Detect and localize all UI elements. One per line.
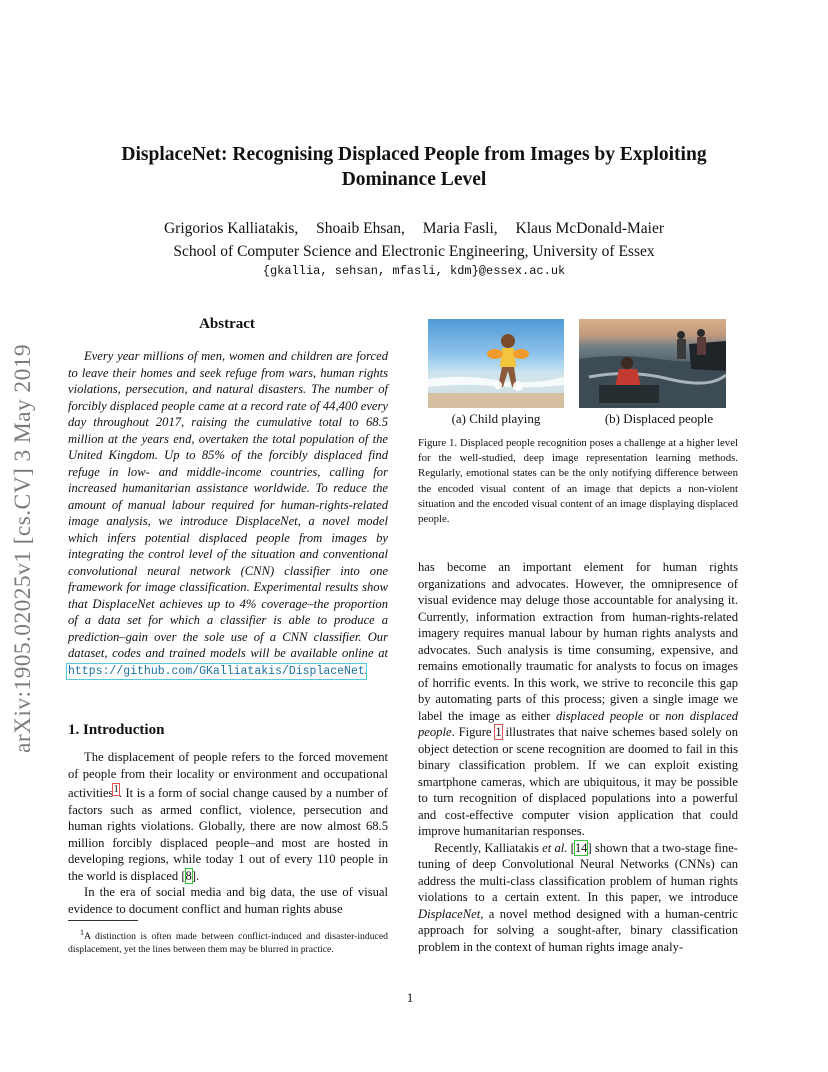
code-link[interactable]: https://github.com/GKalliatakis/DisplaceNet: [68, 664, 365, 678]
citation-link[interactable]: 8: [185, 868, 192, 883]
abstract-heading: Abstract: [199, 316, 255, 332]
title-line-2: Dominance Level: [341, 169, 487, 190]
title-line-1: DisplaceNet: Recognising Displaced People from Images by Exploiting: [121, 144, 707, 165]
beach-child-illustration: [428, 319, 564, 408]
text-span: or: [643, 708, 666, 723]
displaced-people-photo: [579, 319, 726, 408]
footnote: [68, 926, 388, 956]
section-heading-introduction: 1. Introduction: [68, 722, 165, 738]
right-column-body: [418, 559, 738, 955]
text-span: ].: [191, 868, 200, 883]
page-number: 1: [406, 990, 414, 1005]
subfigure-caption-b: (b) Displaced people: [604, 411, 714, 426]
text-span: has become an important element for human rights organizations and advocates. However, the omnipresence of visual evidence may deluge those accountable for analysing it. Currently, information extraction from human-rights-related imagery requires manual labour by human rights analysts and advocates. Such analysis is time consuming, expensive, and remains emotionally traumatic for analysts to focus on images of horrific events. In this work, we strive to reconcile this gap by automating parts of this process; given a single image we label the image as either: [418, 560, 738, 723]
footnote-mark: 1: [80, 928, 85, 937]
emphasis: DisplaceNet: [418, 906, 481, 921]
abstract-end: .: [364, 662, 368, 677]
text-span: illustrates that naive schemes based solely on object detection or scene recognition are doomed to fail in this binary classification problem. If we can exploit existing smartphone cameras, which are ubiquitous, it may be possible to turn recognition of displaced populations into a powerful and cost-effective computer vision application that could improve humanitarian responses.: [418, 725, 738, 838]
emphasis: displaced people: [555, 708, 644, 723]
abstract-body: [68, 348, 388, 680]
text-span: , a novel method designed with a human-centric approach for solving a sought-after, binary classification problem in the context of human rights image analy-: [418, 906, 738, 954]
figure-ref-link[interactable]: 1: [495, 725, 502, 739]
figure-caption: Figure 1. Displaced people recognition poses a challenge at a higher level for the well-studied, deep image representation learning methods. Regularly, emotional states can be the only notifying difference between the encoded visual content of an image that depicts a non-violent situation and the encoded visual content of an image displaying displaced people.: [418, 437, 738, 526]
author-name: Maria Fasli,: [422, 220, 498, 237]
text-span: The displacement of people refers to the forced movement of people from their locality or environment and occupational activities: [68, 750, 388, 801]
child-playing-photo: [428, 319, 564, 408]
paragraph: Recently, Kalliatakis et al. [14] shown that a two-stage fine-tuning of deep Convolutional Neural Networks (CNNs) can address the multi-class classification problem of human rights violations to a certain extent. In this paper, we introduce DisplaceNet, a novel method designed with a human-centric approach for solving a sought-after, binary classification problem in the context of human rights image analy-: [418, 840, 738, 954]
emphasis: et al.: [542, 840, 568, 855]
boat-arrival-illustration: [579, 319, 726, 408]
text-span: . Figure: [451, 725, 496, 739]
author-name: Klaus McDonald-Maier: [515, 220, 665, 237]
text-span: Recently, Kalliatakis: [434, 840, 543, 855]
author-emails: {gkallia, sehsan, mfasli, kdm}@essex.ac.uk: [262, 264, 566, 278]
paragraph: [68, 749, 388, 884]
abstract-text: Every year millions of men, women and children are forced to leave their homes and seek refuge from wars, human rights violations, persecution, and natural disasters. The number of forcibly displaced people came at a record rate of 44,400 every day throughout 2017, raising the cumulative total to 68.5 million at the years end, overtaken the total population of the United Kingdom. Up to 85% of the forcibly displaced find refuge in low- and middle-income countries, calling for increased humanitarian assistance worldwide. To reduce the amount of manual labour required for human-rights-related image analysis, we introduce DisplaceNet, a novel model which infers potential displaced people from images by integrating the control level of the situation and conventional convolutional neural network (CNN) classifier into one framework for image classification. Experimental results show that DisplaceNet achieves up to 4% coverage–the proportion of a data set for which a classifier is able to produce a prediction–gain over the sole use of a CNN classifier. Our dataset, codes and trained models will be available online at: [68, 349, 388, 660]
text-span: shown that a two-stage fine-tuning of deep Convolutional Neural Networks (CNNs) can address the multi-class classification problem of human rights violations to a certain extent. In this paper, we introduce: [418, 840, 738, 904]
arxiv-stamp: arXiv:1905.02025v1 [cs.CV] 3 May 2019: [10, 343, 36, 753]
emphasis: non displaced people: [418, 708, 738, 739]
author-name: Shoaib Ehsan,: [316, 220, 405, 237]
intro-body: [68, 749, 388, 917]
affiliation: School of Computer Science and Electronic Engineering, University of Essex: [173, 243, 655, 260]
subfigure-caption-a: (a) Child playing: [451, 411, 541, 426]
footnote-divider: [68, 920, 138, 921]
paragraph: [418, 559, 738, 840]
paper-title: [60, 142, 768, 192]
author-name: Grigorios Kalliatakis,: [163, 220, 299, 237]
citation-link[interactable]: 14: [574, 840, 588, 855]
text-span: . It is a form of social change caused by a number of factors such as armed conflict, violence, persecution and human rights violations. Globally, there are now almost 68.5 million forcibly displaced people–and most are hosted in developing regions, while today 1 out of every 110 people in the world is displaced [: [68, 786, 388, 883]
paragraph: In the era of social media and big data, the use of visual evidence to document conflict and human rights abuse: [68, 885, 388, 916]
author-list: [60, 218, 768, 240]
footnote-text: A distinction is often made between conflict-induced and disaster-induced displacement, yet the lines between them may be blurred in practice.: [68, 931, 388, 956]
footnote-ref[interactable]: 1: [113, 784, 119, 795]
